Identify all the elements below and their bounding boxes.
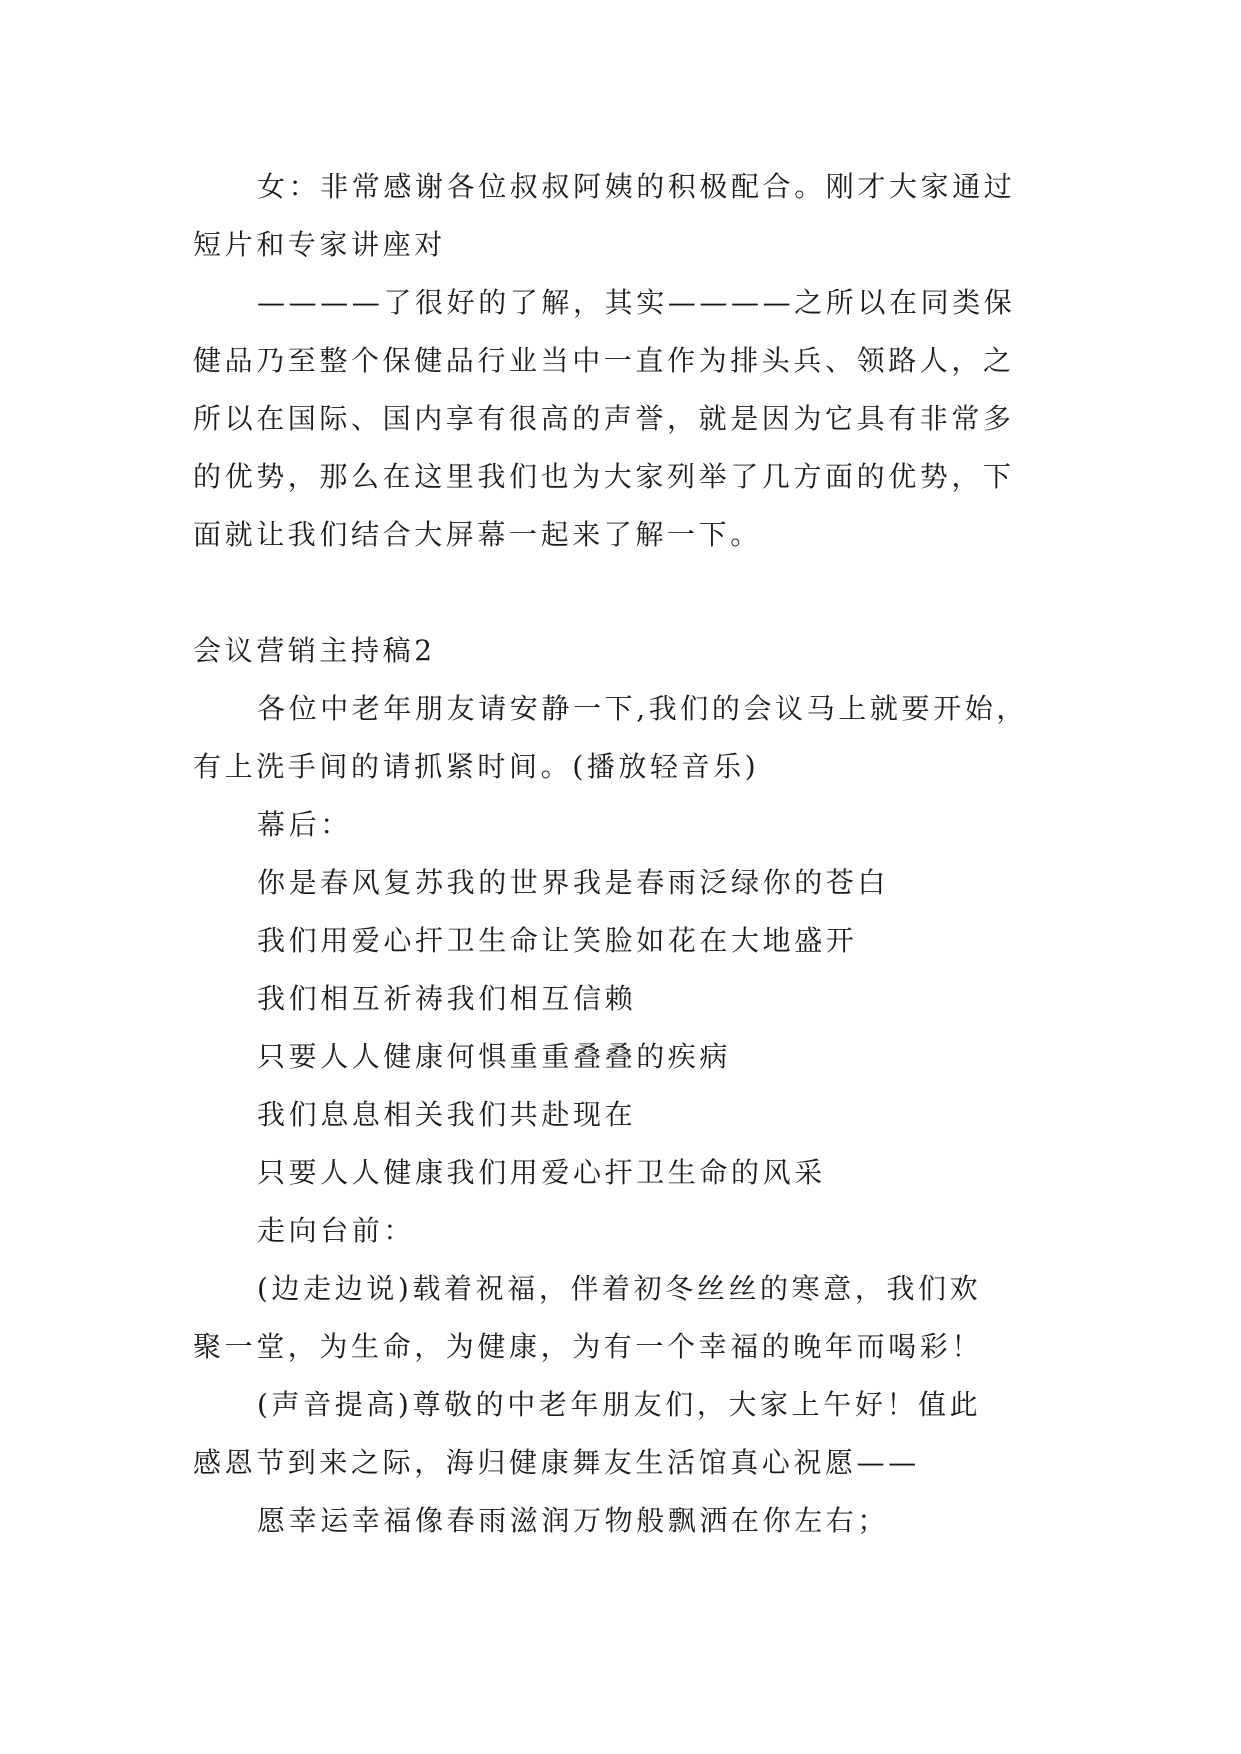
- paragraph-line: 幕后：: [257, 808, 352, 841]
- section-heading: 会议营销主持稿2: [193, 634, 436, 667]
- poem-line: 只要人人健康我们用爱心扞卫生命的风采: [257, 1156, 826, 1189]
- paragraph-line: 聚一堂，为生命，为健康，为有一个幸福的晚年而喝彩！: [193, 1330, 984, 1363]
- paragraph-line: (声音提高)尊敬的中老年朋友们，大家上午好！值此: [257, 1388, 982, 1421]
- paragraph-line: 各位中老年朋友请安静一下,我们的会议马上就要开始，: [257, 692, 1028, 725]
- paragraph-line: 面就让我们结合大屏幕一起来了解一下。: [193, 518, 762, 551]
- poem-line: 你是春风复苏我的世界我是春雨泛绿你的苍白: [257, 866, 890, 899]
- paragraph-line: 愿幸运幸福像春雨滋润万物般飘洒在你左右；: [257, 1504, 890, 1537]
- paragraph-line: 感恩节到来之际，海归健康舞友生活馆真心祝愿——: [193, 1446, 920, 1479]
- paragraph-line: ————了很好的了解，其实————之所以在同类保: [257, 286, 1016, 319]
- poem-line: 我们用爱心扞卫生命让笑脸如花在大地盛开: [257, 924, 858, 957]
- paragraph-line: 走向台前：: [257, 1214, 416, 1247]
- poem-line: 我们相互祈祷我们相互信赖: [257, 982, 637, 1015]
- poem-line: 只要人人健康何惧重重叠叠的疾病: [257, 1040, 732, 1073]
- poem-line: 我们息息相关我们共赴现在: [257, 1098, 637, 1131]
- paragraph-line: 有上洗手间的请抓紧时间。(播放轻音乐): [193, 750, 760, 783]
- paragraph-line: (边走边说)载着祝福，伴着初冬丝丝的寒意，我们欢: [257, 1272, 982, 1305]
- paragraph-line: 所以在国际、国内享有很高的声誉，就是因为它具有非常多: [193, 402, 1015, 435]
- paragraph-line: 的优势，那么在这里我们也为大家列举了几方面的优势，下: [193, 460, 1015, 493]
- paragraph-line: 短片和专家讲座对: [193, 228, 446, 261]
- paragraph-line: 健品乃至整个保健品行业当中一直作为排头兵、领路人，之: [193, 344, 1015, 377]
- paragraph-line: 女：非常感谢各位叔叔阿姨的积极配合。刚才大家通过: [257, 170, 1016, 203]
- document-page: [193, 158, 1053, 1550]
- section-spacer: [193, 564, 1053, 622]
